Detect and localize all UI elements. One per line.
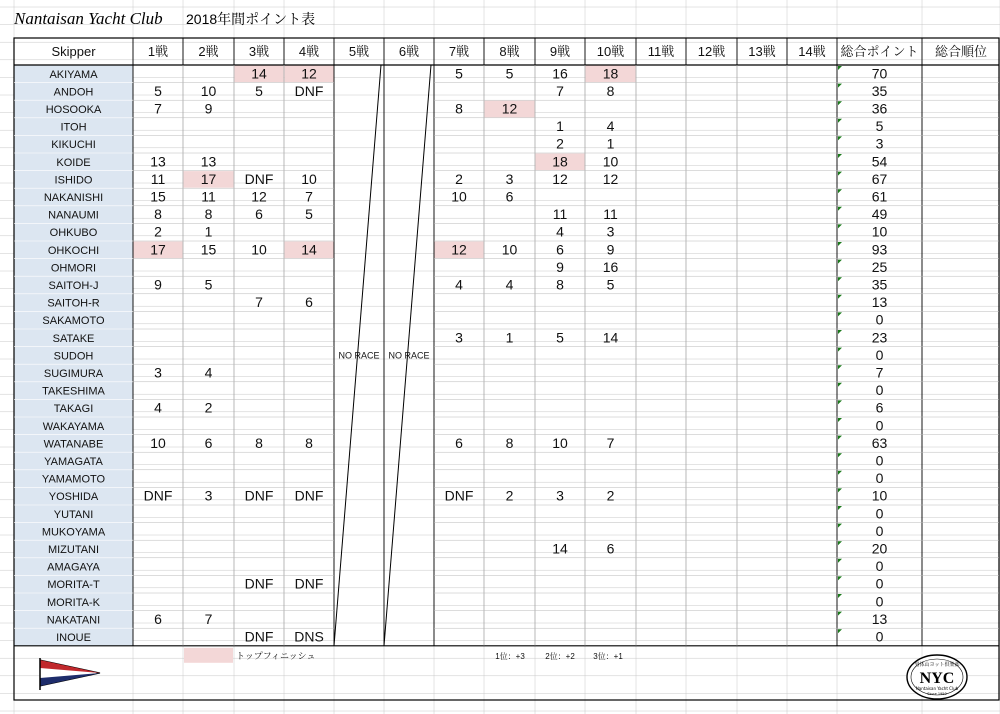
race-score: 8 <box>455 100 463 117</box>
race-score: 2 <box>505 487 514 504</box>
comment-marker-icon <box>838 84 842 88</box>
skipper-name: KIKUCHI <box>51 139 96 152</box>
comment-marker-icon <box>838 312 842 316</box>
race-score: 12 <box>501 100 518 117</box>
nyc-emblem-icon <box>907 655 967 699</box>
race-score: 11 <box>201 188 216 205</box>
total-points: 0 <box>875 593 884 610</box>
total-points: 0 <box>875 452 884 469</box>
comment-marker-icon <box>838 436 842 440</box>
total-points: 7 <box>875 364 884 381</box>
comment-marker-icon <box>838 418 842 422</box>
emblem-main-text: NYC <box>919 670 955 687</box>
comment-marker-icon <box>838 277 842 281</box>
no-race-label: NO RACE <box>388 350 430 361</box>
total-points: 0 <box>875 311 884 328</box>
total-points: 13 <box>871 294 888 311</box>
total-points: 10 <box>871 223 888 240</box>
comment-marker-icon <box>838 172 842 176</box>
skipper-name: OHMORI <box>50 262 97 275</box>
race-score: 12 <box>451 241 467 258</box>
race-score: 9 <box>204 100 213 117</box>
race-score: DNF <box>244 628 274 645</box>
skipper-name: WAKAYAMA <box>42 420 105 433</box>
comment-marker-icon <box>838 612 842 616</box>
skipper-name: INOUE <box>56 632 91 644</box>
total-points: 5 <box>875 118 884 135</box>
race-score: 1 <box>556 118 564 135</box>
race-score: 18 <box>602 65 619 82</box>
column-header: 4戦 <box>298 44 320 59</box>
race-score: DNF <box>294 487 324 504</box>
bonus-second-place: 2位：+2 <box>545 651 575 661</box>
race-score: 2 <box>204 399 213 416</box>
race-score: 7 <box>154 100 162 117</box>
race-score: 8 <box>154 206 162 223</box>
skipper-name: NAKATANI <box>46 614 101 627</box>
emblem-arc-text: 男体山ヨット倶楽部 <box>914 662 960 668</box>
skipper-name: NANAUMI <box>48 209 99 222</box>
skipper-name: MORITA-T <box>47 579 100 592</box>
race-score: 6 <box>204 434 213 451</box>
comment-marker-icon <box>838 576 842 580</box>
skipper-name: SAKAMOTO <box>42 315 105 328</box>
race-score: 6 <box>505 188 514 205</box>
comment-marker-icon <box>838 400 842 404</box>
total-points: 6 <box>875 399 884 416</box>
race-score: 8 <box>606 82 615 99</box>
race-score: 1 <box>606 135 615 152</box>
comment-marker-icon <box>838 506 842 510</box>
race-score: 8 <box>556 276 564 293</box>
race-score: DNF <box>143 487 173 504</box>
comment-marker-icon <box>838 559 842 563</box>
race-score: 6 <box>606 540 615 557</box>
comment-marker-icon <box>838 260 842 264</box>
column-header: Skipper <box>51 44 96 59</box>
race-score: 8 <box>305 434 313 451</box>
race-score: DNF <box>294 82 324 99</box>
total-points: 20 <box>871 540 888 557</box>
race-score: 6 <box>556 241 564 258</box>
column-header: 12戦 <box>697 44 726 59</box>
total-points: 0 <box>875 470 884 487</box>
race-score: 11 <box>603 206 618 223</box>
comment-marker-icon <box>838 488 842 492</box>
club-name: Nantaisan Yacht Club <box>14 9 163 28</box>
comment-marker-icon <box>838 453 842 457</box>
skipper-name: OHKOCHI <box>47 244 100 257</box>
race-score: 3 <box>606 223 615 240</box>
race-score: DNF <box>244 170 274 187</box>
race-score: 16 <box>602 258 619 275</box>
column-header: 14戦 <box>798 44 826 59</box>
race-score: 6 <box>154 610 162 627</box>
total-points: 35 <box>871 276 888 293</box>
race-score: DNF <box>244 575 274 592</box>
skipper-name: SUGIMURA <box>43 368 104 380</box>
column-header: 10戦 <box>596 44 625 59</box>
race-score: 14 <box>602 329 619 346</box>
race-score: DNF <box>444 487 474 504</box>
comment-marker-icon <box>838 101 842 105</box>
bonus-third-place: 3位：+1 <box>593 651 623 661</box>
race-score: 3 <box>505 170 514 187</box>
race-score: 3 <box>455 329 463 346</box>
comment-marker-icon <box>838 189 842 193</box>
race-score: 10 <box>200 82 217 99</box>
comment-marker-icon <box>838 119 842 123</box>
race-score: 15 <box>150 188 166 205</box>
race-score: 4 <box>556 223 564 240</box>
race-score: 4 <box>606 118 615 135</box>
race-score: 10 <box>501 241 518 258</box>
race-score: 14 <box>251 65 267 82</box>
race-score: 16 <box>552 65 568 82</box>
race-score: 10 <box>602 153 619 170</box>
race-score: 2 <box>606 487 615 504</box>
race-score: 14 <box>301 241 317 258</box>
skipper-name: ISHIDO <box>54 174 93 187</box>
cell-fills <box>14 65 636 663</box>
legend-label: トップフィニッシュ <box>236 650 316 661</box>
burgee-flag-icon <box>40 658 100 690</box>
total-points: 25 <box>871 258 888 275</box>
race-score: 12 <box>602 170 619 187</box>
race-score: 8 <box>204 206 213 223</box>
race-score: DNF <box>294 575 324 592</box>
skipper-name: YOSHIDA <box>48 491 99 504</box>
skipper-name: ANDOH <box>53 86 94 99</box>
race-score: 2 <box>154 223 162 240</box>
no-race-label: NO RACE <box>338 350 380 361</box>
skipper-name: SAITOH-R <box>47 297 100 310</box>
column-header: 2戦 <box>198 44 219 59</box>
race-score: 8 <box>255 434 263 451</box>
race-score: 17 <box>200 170 217 187</box>
race-score: 5 <box>606 276 615 293</box>
race-score: 5 <box>505 65 514 82</box>
bonus-first-place: 1位：+3 <box>495 651 525 661</box>
emblem-sub-text: Nantaisan Yacht Club <box>915 686 959 691</box>
column-header: 13戦 <box>748 44 776 59</box>
race-score: 4 <box>505 276 514 293</box>
race-score: 3 <box>556 487 564 504</box>
column-header: 1戦 <box>147 44 169 59</box>
comment-marker-icon <box>838 629 842 633</box>
race-score: 11 <box>552 206 568 223</box>
column-header: 9戦 <box>549 44 571 59</box>
race-score: 5 <box>556 329 564 346</box>
race-score: DNS <box>294 628 324 645</box>
skipper-name: MUKOYAMA <box>41 526 106 539</box>
column-header: 5戦 <box>348 44 370 59</box>
comment-marker-icon <box>838 348 842 352</box>
skipper-name: YAMAMOTO <box>41 473 106 486</box>
race-score: 6 <box>455 434 463 451</box>
race-score: 5 <box>305 206 313 223</box>
total-points: 13 <box>871 610 888 627</box>
race-score: 9 <box>154 276 162 293</box>
total-points: 35 <box>871 82 888 99</box>
skipper-name: ITOH <box>60 121 87 134</box>
column-header: 7戦 <box>448 44 470 59</box>
race-score: 12 <box>552 170 568 187</box>
race-score: 1 <box>204 223 213 240</box>
race-score: 5 <box>204 276 213 293</box>
total-points: 0 <box>875 382 884 399</box>
race-score: 7 <box>255 294 263 311</box>
skipper-name: WATANABE <box>43 438 104 451</box>
total-points: 61 <box>871 188 888 205</box>
skipper-name: HOSOOKA <box>45 104 102 116</box>
race-score: 2 <box>455 170 463 187</box>
total-points: 0 <box>875 575 884 592</box>
skipper-name: TAKAGI <box>53 403 94 416</box>
total-points: 23 <box>871 329 888 346</box>
total-points: 63 <box>871 434 888 451</box>
race-score: 3 <box>154 364 162 381</box>
skipper-name: SATAKE <box>52 332 95 345</box>
column-header: 総合順位 <box>934 44 988 59</box>
comment-marker-icon <box>838 242 842 246</box>
race-score: DNF <box>244 487 274 504</box>
race-score: 7 <box>556 82 564 99</box>
emblem-since-text: Since 1950 <box>927 692 947 696</box>
total-points: 10 <box>871 487 888 504</box>
skipper-name: MIZUTANI <box>47 544 100 556</box>
total-points: 67 <box>871 170 888 187</box>
total-points: 54 <box>871 153 888 170</box>
race-score: 1 <box>505 329 514 346</box>
total-points: 70 <box>871 65 888 82</box>
column-header: 総合ポイント <box>840 44 919 59</box>
total-points: 3 <box>875 135 884 152</box>
total-points: 0 <box>875 417 884 434</box>
race-score: 6 <box>305 294 313 311</box>
comment-marker-icon <box>838 365 842 369</box>
skipper-name: SAITOH-J <box>48 280 99 292</box>
comment-marker-icon <box>838 471 842 475</box>
skipper-name: YAMAGATA <box>44 456 103 468</box>
race-score: 10 <box>451 188 467 205</box>
race-score: 7 <box>204 610 213 627</box>
skipper-name: AKIYAMA <box>49 68 98 81</box>
skipper-name: KOIDE <box>56 156 91 169</box>
race-score: 10 <box>552 434 568 451</box>
comment-marker-icon <box>838 154 842 158</box>
skipper-name: TAKESHIMA <box>42 385 105 398</box>
column-header: 3戦 <box>248 44 270 59</box>
race-score: 8 <box>505 434 514 451</box>
total-points: 36 <box>871 100 888 117</box>
race-score: 2 <box>556 135 564 152</box>
race-score: 15 <box>200 241 217 258</box>
race-score: 4 <box>204 364 213 381</box>
race-score: 10 <box>301 170 317 187</box>
total-points: 49 <box>871 206 888 223</box>
column-header: 6戦 <box>398 44 420 59</box>
race-score: 9 <box>556 258 564 275</box>
race-score: 13 <box>200 153 217 170</box>
race-score: 11 <box>150 170 166 187</box>
race-score: 12 <box>251 188 267 205</box>
race-score: 5 <box>154 82 162 99</box>
sheet-title: 2018年間ポイント表 <box>186 11 316 27</box>
total-points: 0 <box>875 522 884 539</box>
comment-marker-icon <box>838 207 842 211</box>
race-score: 6 <box>255 206 263 223</box>
comment-marker-icon <box>838 594 842 598</box>
comment-marker-icon <box>838 330 842 334</box>
comment-marker-icon <box>838 541 842 545</box>
race-score: 5 <box>455 65 463 82</box>
skipper-name: YUTANI <box>53 508 94 521</box>
column-header: 8戦 <box>499 44 520 59</box>
skipper-name: AMAGAYA <box>47 561 100 574</box>
race-score: 7 <box>606 434 615 451</box>
race-score: 10 <box>251 241 267 258</box>
legend-swatch <box>184 648 233 663</box>
comment-marker-icon <box>838 224 842 228</box>
column-header: 11戦 <box>647 44 675 59</box>
cell-texts <box>42 44 987 661</box>
skipper-name: MORITA-K <box>47 596 100 609</box>
skipper-name: NAKANISHI <box>43 192 104 204</box>
race-score: 7 <box>305 188 313 205</box>
race-score: 12 <box>301 65 317 82</box>
race-score: 9 <box>606 241 615 258</box>
race-score: 13 <box>150 153 166 170</box>
total-points: 0 <box>875 558 884 575</box>
skipper-name: OHKUBO <box>49 227 98 240</box>
comment-marker-icon <box>838 66 842 70</box>
race-score: 18 <box>552 153 568 170</box>
comment-marker-icon <box>838 383 842 387</box>
total-points: 0 <box>875 628 884 645</box>
comment-marker-icon <box>838 524 842 528</box>
race-score: 5 <box>255 82 263 99</box>
comment-marker-icon <box>838 136 842 140</box>
race-score: 17 <box>150 241 166 258</box>
total-points: 0 <box>875 346 884 363</box>
skipper-name: SUDOH <box>53 350 94 363</box>
comment-marker-icon <box>838 295 842 299</box>
race-score: 3 <box>204 487 213 504</box>
race-score: 4 <box>455 276 463 293</box>
race-score: 10 <box>150 434 166 451</box>
race-score: 4 <box>154 399 162 416</box>
total-points: 93 <box>871 241 888 258</box>
total-points: 0 <box>875 505 884 522</box>
race-score: 14 <box>552 540 568 557</box>
